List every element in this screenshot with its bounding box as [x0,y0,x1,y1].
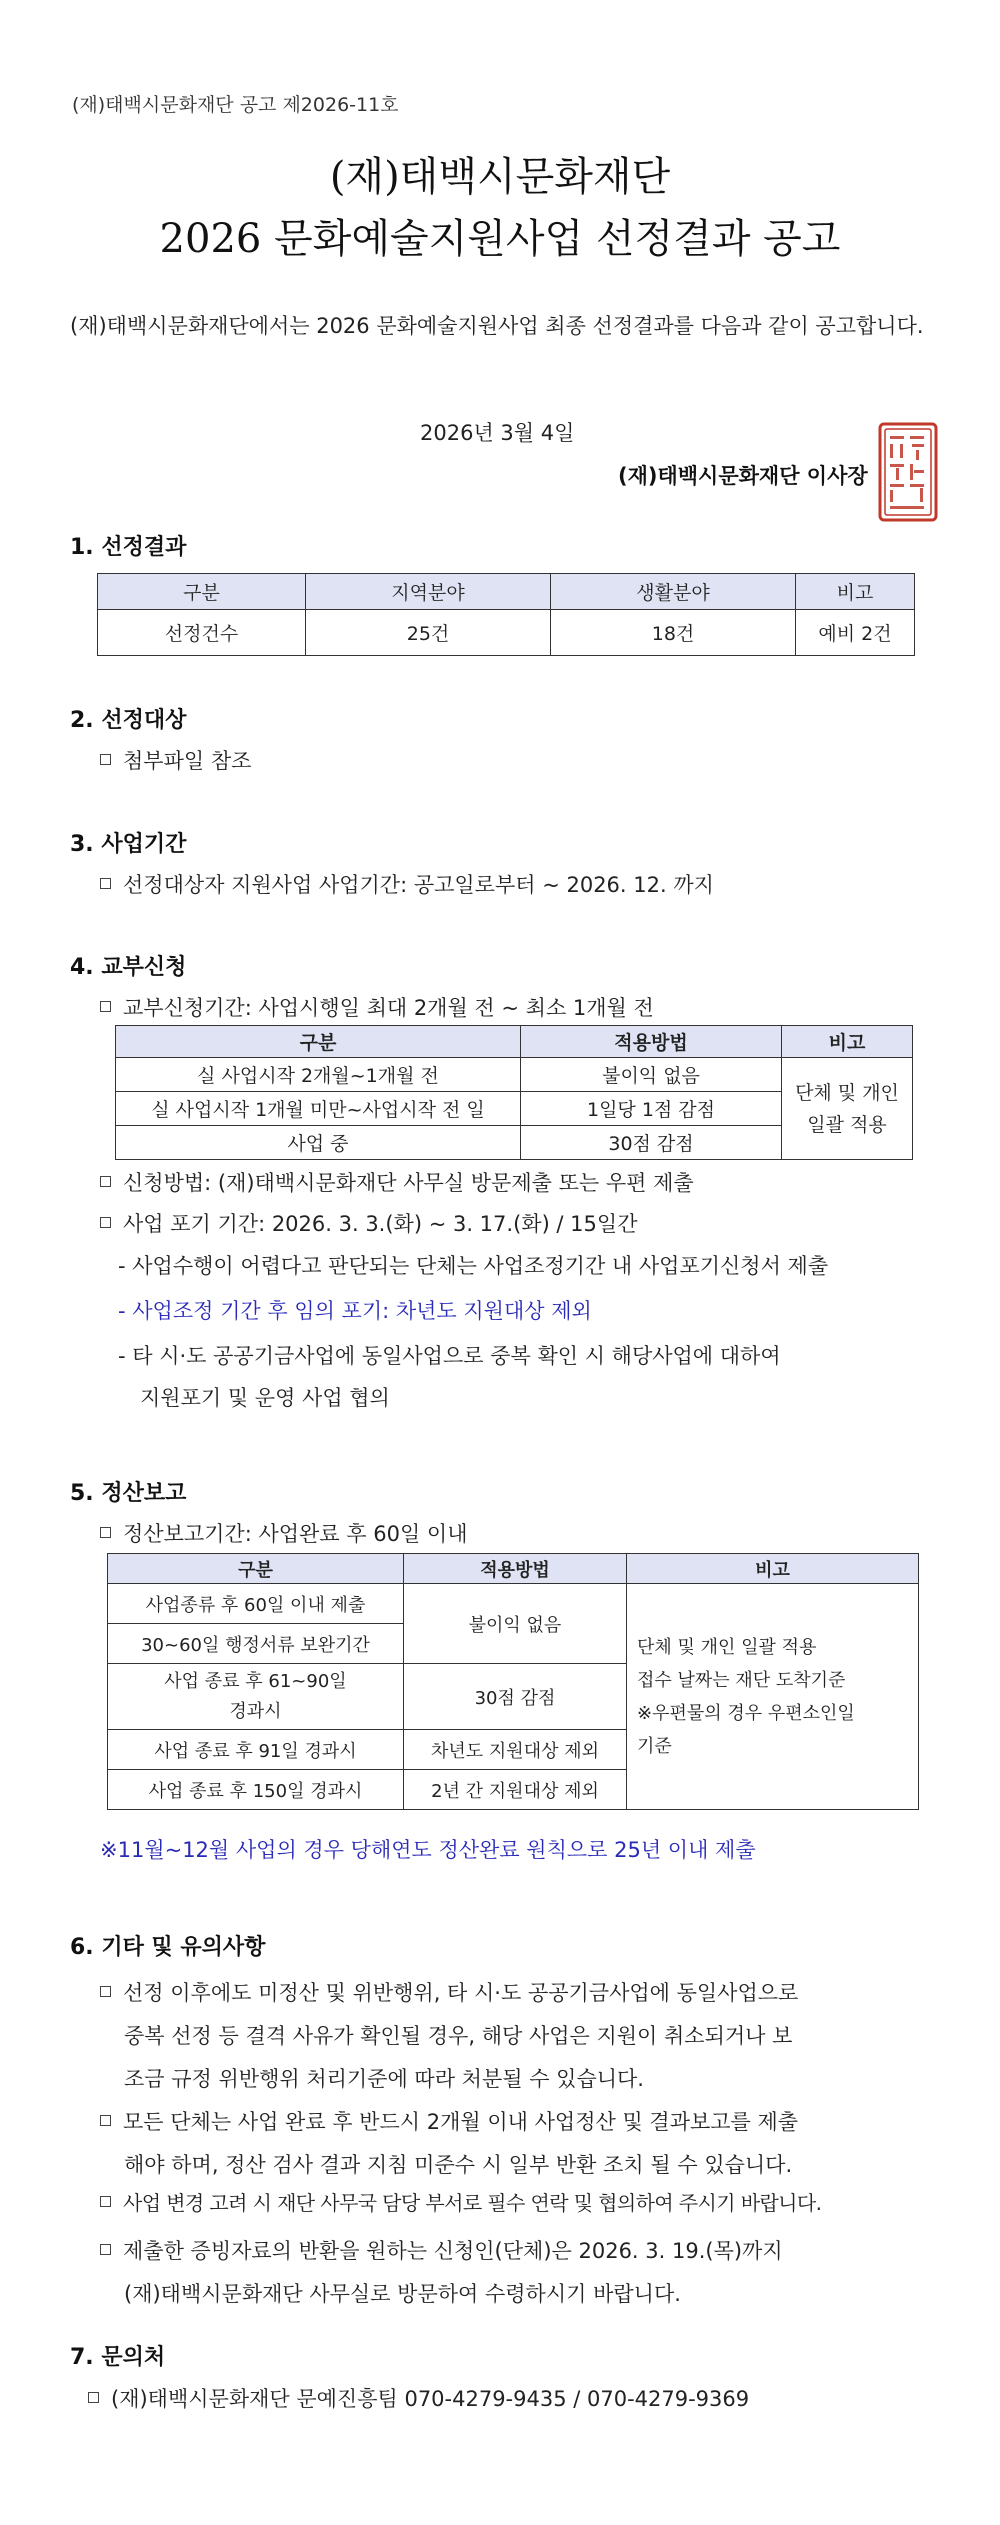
sub-item-highlight: - 사업조정 기간 후 임의 포기: 차년도 지원대상 제외 [118,1299,592,1323]
note-line: 일괄 적용 [807,1113,887,1136]
note-line: 기준 [637,1735,672,1757]
table-cell [627,1584,919,1810]
table-cell: 실 사업시작 1개월 미만~사업시작 전 일 [116,1092,521,1126]
table-cell: 사업 종료 후 91일 경과시 [108,1730,404,1770]
list-item [100,2101,798,2187]
table-cell: 불이익 없음 [404,1584,627,1664]
table-cell: 사업 종료 후 150일 경과시 [108,1770,404,1810]
table-header: 적용방법 [521,1026,782,1058]
table-cell: 예비 2건 [796,610,915,656]
table-cell: 사업 중 [116,1126,521,1160]
section-4-title: 4. 교부신청 [70,955,187,980]
list-item [100,1167,694,1197]
settlement-footnote: ※11월~12월 사업의 경우 당해연도 정산완료 원칙으로 25년 이내 제출 [100,1838,756,1862]
document-number: (재)태백시문화재단 공고 제2026-11호 [72,94,399,116]
list-item-text: 첨부파일 참조 [123,749,252,773]
square-bullet-icon [100,1001,111,1012]
table-cell: 25건 [306,610,551,656]
table-header: 구분 [116,1026,521,1058]
list-item-text: 모든 단체는 사업 완료 후 반드시 2개월 이내 사업정산 및 결과보고를 제출 [123,2110,799,2134]
table-cell: 사업종류 후 60일 이내 제출 [108,1584,404,1624]
section-6-title: 6. 기타 및 유의사항 [70,1935,266,1960]
table-header: 지역분야 [306,574,551,610]
title-line-2: 2026 문화예술지원사업 선정결과 공고 [159,216,841,262]
square-bullet-icon [100,878,111,889]
section-3-title: 3. 사업기간 [70,832,187,857]
list-item [100,869,714,899]
table-cell [108,1664,404,1730]
section-7-title: 7. 문의처 [70,2345,166,2370]
table-cell: 30~60일 행정서류 보완기간 [108,1624,404,1664]
cell-line: 경과시 [229,1700,282,1722]
list-item [100,2230,783,2316]
sub-item-continued: 지원포기 및 운영 사업 협의 [140,1386,390,1410]
table-cell: 실 사업시작 2개월~1개월 전 [116,1058,521,1092]
sub-item: - 사업수행이 어렵다고 판단되는 단체는 사업조정기간 내 사업포기신청서 제출 [118,1254,829,1278]
list-item [100,2187,821,2216]
title-line-1: (재)태백시문화재단 [329,154,671,200]
list-item-text: 사업 변경 고려 시 재단 사무국 담당 부서로 필수 연락 및 협의하여 주시기 바랍니다. [123,2191,822,2215]
note-line: 단체 및 개인 일괄 적용 [637,1636,817,1658]
list-item-text: 해야 하며, 정산 검사 결과 지침 미준수 시 일부 반환 조치 될 수 있습니다. [124,2153,793,2177]
list-item [100,992,654,1022]
table-cell: 선정건수 [98,610,306,656]
note-line: ※우편물의 경우 우편소인일 [637,1702,855,1724]
table-header: 구분 [108,1554,404,1584]
table-header: 생활분야 [551,574,796,610]
square-bullet-icon [100,2115,111,2126]
official-seal-icon [878,422,938,522]
intro-paragraph: (재)태백시문화재단에서는 2026 문화예술지원사업 최종 선정결과를 다음과 같이 공고합니다. [70,314,924,338]
list-item-text: 교부신청기간: 사업시행일 최대 2개월 전 ~ 최소 1개월 전 [123,996,654,1020]
list-item-text: 제출한 증빙자료의 반환을 원하는 신청인(단체)은 2026. 3. 19.(목)까지 [123,2239,783,2263]
square-bullet-icon [100,1986,111,1997]
announcement-date: 2026년 3월 4일 [420,421,575,445]
note-line: 접수 날짜는 재단 도착기준 [637,1669,846,1691]
list-item [100,1518,468,1548]
table-cell: 18건 [551,610,796,656]
table-header: 비고 [796,574,915,610]
table-header: 비고 [782,1026,913,1058]
section-2-title: 2. 선정대상 [70,708,187,733]
contact-text: (재)태백시문화재단 문예진흥팀 070-4279-9435 / 070-4279-9369 [111,2387,750,2411]
table-cell: 불이익 없음 [521,1058,782,1092]
list-item-text: 신청방법: (재)태백시문화재단 사무실 방문제출 또는 우편 제출 [123,1171,694,1195]
square-bullet-icon [100,1176,111,1187]
contact-item [88,2383,749,2413]
note-line: 단체 및 개인 [795,1081,899,1104]
list-item [100,745,251,775]
list-item [100,1972,798,2101]
square-bullet-icon [100,1217,111,1228]
table-cell: 30점 감점 [404,1664,627,1730]
table-cell: 차년도 지원대상 제외 [404,1730,627,1770]
list-item-text: 중복 선정 등 결격 사유가 확인될 경우, 해당 사업은 지원이 취소되거나 보 [124,2024,793,2048]
table-cell: 2년 간 지원대상 제외 [404,1770,627,1810]
list-item-text: 사업 포기 기간: 2026. 3. 3.(화) ~ 3. 17.(화) / 15일간 [123,1212,638,1236]
square-bullet-icon [100,1527,111,1538]
signature: (재)태백시문화재단 이사장 [618,464,868,488]
square-bullet-icon [88,2392,99,2403]
square-bullet-icon [100,2244,111,2255]
grant-application-table [115,1025,913,1160]
title-block [0,150,1000,266]
table-cell [782,1058,913,1160]
table-cell: 1일당 1점 감점 [521,1092,782,1126]
section-5-title: 5. 정산보고 [70,1481,187,1506]
table-cell: 30점 감점 [521,1126,782,1160]
list-item-text: 정산보고기간: 사업완료 후 60일 이내 [123,1522,468,1546]
section-1-title: 1. 선정결과 [70,535,187,560]
square-bullet-icon [100,754,111,765]
table-header: 구분 [98,574,306,610]
list-item-text: 선정 이후에도 미정산 및 위반행위, 타 시·도 공공기금사업에 동일사업으로 [123,1981,799,2005]
list-item-text: (재)태백시문화재단 사무실로 방문하여 수령하시기 바랍니다. [124,2282,681,2306]
list-item-text: 조금 규정 위반행위 처리기준에 따라 처분될 수 있습니다. [124,2067,644,2091]
cell-line: 사업 종료 후 61~90일 [164,1670,347,1692]
settlement-report-table [107,1553,919,1810]
sub-item: - 타 시·도 공공기금사업에 동일사업으로 중복 확인 시 해당사업에 대하여 [118,1344,781,1368]
list-item [100,1208,637,1238]
selection-result-table [97,573,915,656]
table-header: 적용방법 [404,1554,627,1584]
square-bullet-icon [100,2196,111,2207]
table-header: 비고 [627,1554,919,1584]
list-item-text: 선정대상자 지원사업 사업기간: 공고일로부터 ~ 2026. 12. 까지 [123,873,714,897]
